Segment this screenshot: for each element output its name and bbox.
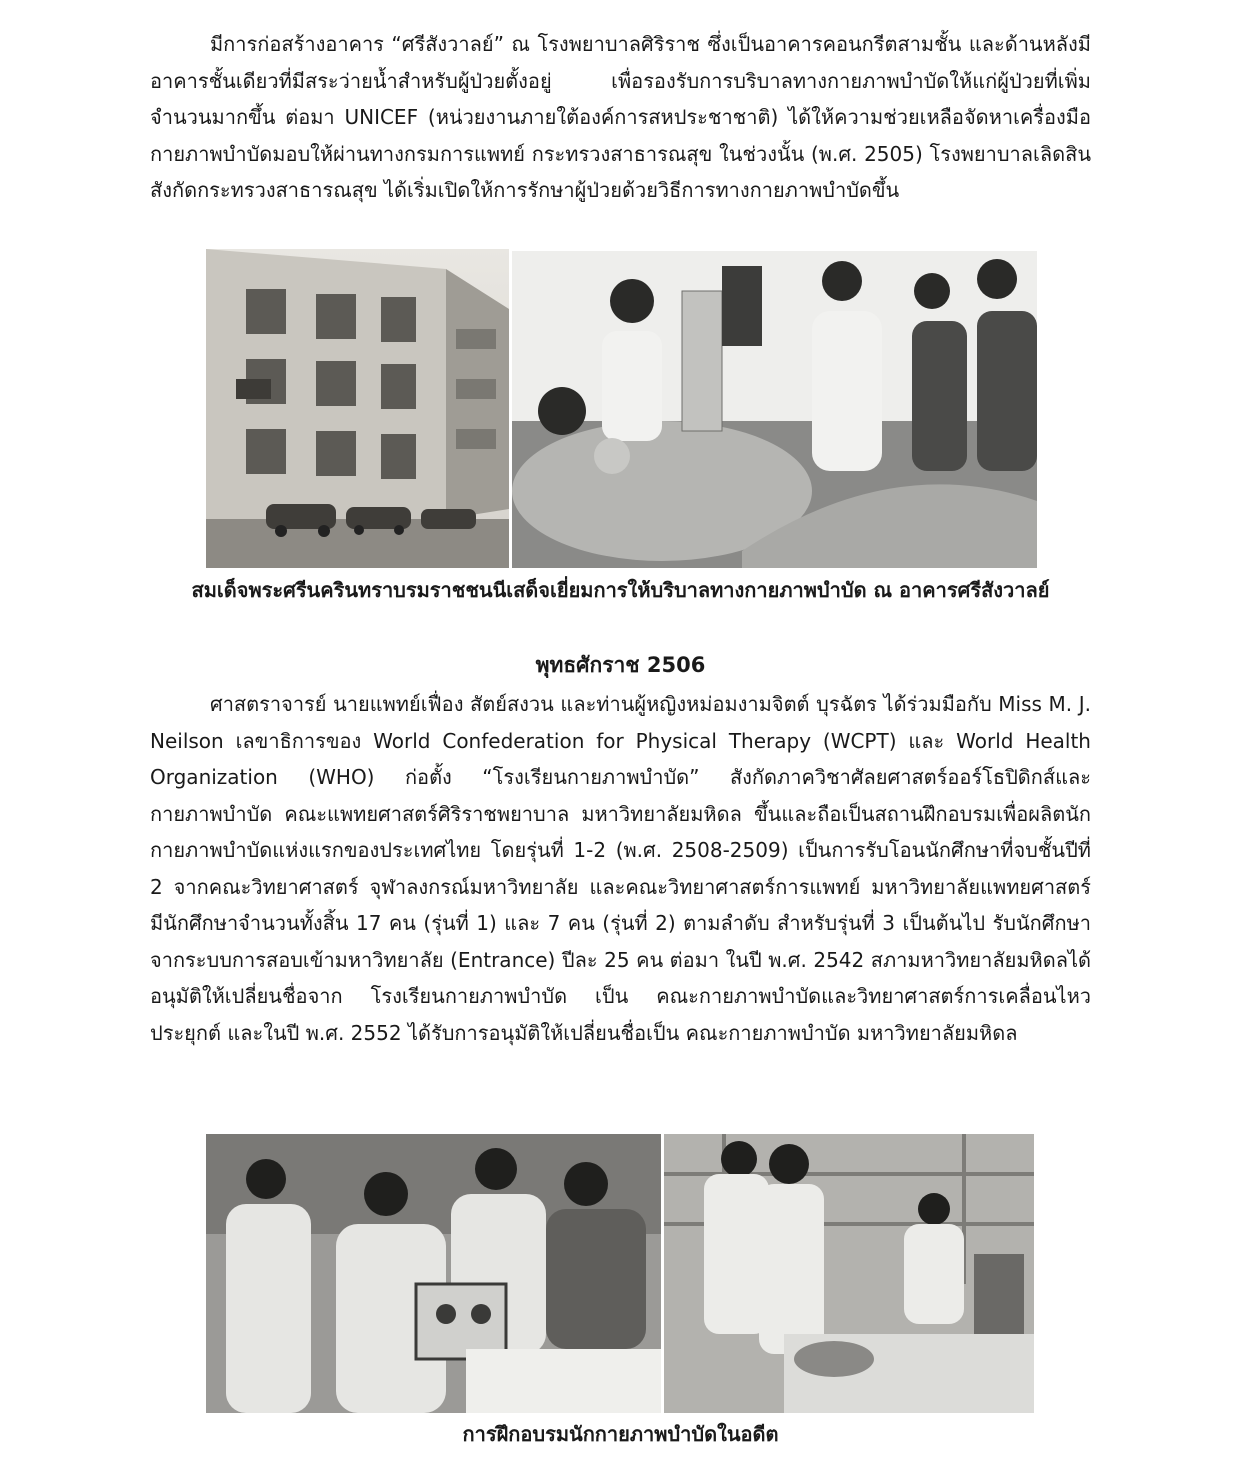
training-bed-photo [664, 1134, 1034, 1413]
building-photo [206, 249, 509, 568]
pool-visit-photo [512, 251, 1037, 568]
section-heading-2506: พุทธศักราช 2506 [535, 653, 706, 677]
photo-caption-2: การฝึกอบรมนักกายภาพบำบัดในอดีต [462, 1422, 779, 1446]
photo-caption-1: สมเด็จพระศรีนครินทราบรมราชชนนีเสด็จเยี่ยมการให้บริบาลทางกายภาพบำบัด ณ อาคารศรีสังวาลย์ [191, 578, 1050, 602]
body-paragraph-2: ศาสตราจารย์ นายแพทย์เฟื่อง สัตย์สงวน และท่านผู้หญิงหม่อมงามจิตต์ บุรฉัตร ได้ร่วมมือกับ Miss M. J. Neilson เลขาธิการของ World Confederation for Physical Therapy (WCPT) และ World Health Organization (WHO) ก่อตั้ง “โรงเรียนกายภาพบำบัด” สังกัดภาควิชาศัลยศาสตร์ออร์โธปิดิกส์และกายภาพบำบัด คณะแพทยศาสตร์ศิริราชพยาบาล มหาวิทยาลัยมหิดล ขึ้นและถือเป็นสถานฝึกอบรมเพื่อผลิตนักกายภาพบำบัดแห่งแรกของประเทศไทย โดยรุ่นที่ 1-2 (พ.ศ. 2508-2509) เป็นการรับโอนนักศึกษาที่จบชั้นปีที่ 2 จากคณะวิทยาศาสตร์ จุฬาลงกรณ์มหาวิทยาลัย และคณะวิทยาศาสตร์การแพทย์ มหาวิทยาลัยแพทยศาสตร์ มีนักศึกษาจำนวนทั้งสิ้น 17 คน (รุ่นที่ 1) และ 7 คน (รุ่นที่ 2) ตามลำดับ สำหรับรุ่นที่ 3 เป็นต้นไป รับนักศึกษาจากระบบการสอบเข้ามหาวิทยาลัย (Entrance) ปีละ 25 คน ต่อมา ในปี พ.ศ. 2542 สภามหาวิทยาลัยมหิดลได้อนุมัติให้เปลี่ยนชื่อจาก โรงเรียนกายภาพบำบัด เป็น คณะกายภาพบำบัดและวิทยาศาสตร์การเคลื่อนไหวประยุกต์ และในปี พ.ศ. 2552 ได้รับการอนุมัติให้เปลี่ยนชื่อเป็น คณะกายภาพบำบัด มหาวิทยาลัยมหิดล [150, 692, 1091, 1045]
training-equipment-photo [206, 1134, 661, 1413]
body-paragraph-1: มีการก่อสร้างอาคาร “ศรีสังวาลย์” ณ โรงพยาบาลศิริราช ซึ่งเป็นอาคารคอนกรีตสามชั้น และด้านหลังมีอาคารชั้นเดียวที่มีสระว่ายน้ำสำหรับผู้ป่วยตั้งอยู่ เพื่อรองรับการบริบาลทางกายภาพบำบัดให้แก่ผู้ป่วยที่เพิ่มจำนวนมากขึ้น ต่อมา UNICEF (หน่วยงานภายใต้องค์การสหประชาชาติ) ได้ให้ความช่วยเหลือจัดหาเครื่องมือกายภาพบำบัดมอบให้ผ่านทางกรมการแพทย์ กระทรวงสาธารณสุข ในช่วงนั้น (พ.ศ. 2505) โรงพยาบาลเลิดสิน สังกัดกระทรวงสาธารณสุข ได้เริ่มเปิดให้การรักษาผู้ป่วยด้วยวิธีการทางกายภาพบำบัดขึ้น [150, 32, 1091, 202]
